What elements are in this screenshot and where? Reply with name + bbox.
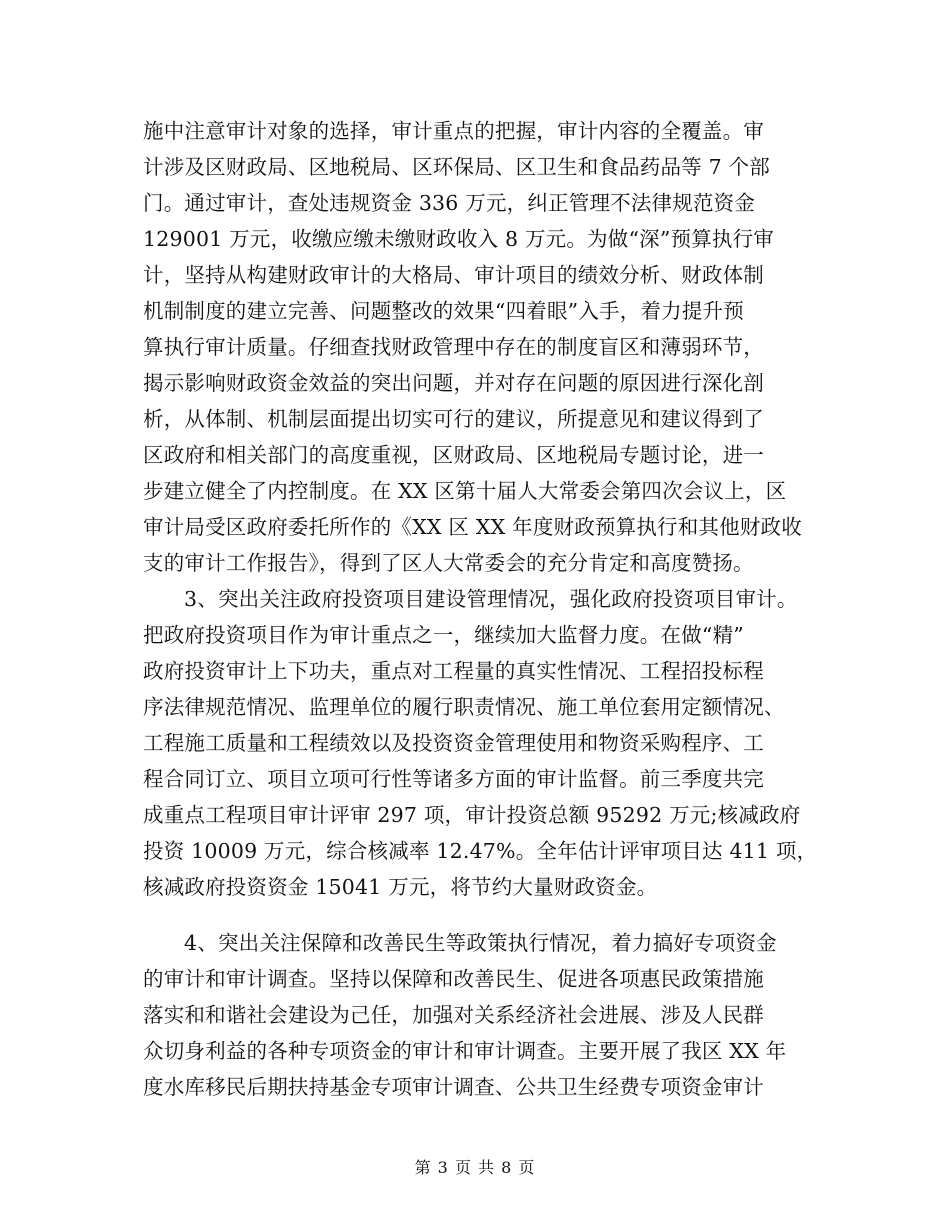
text-line: 成重点工程项目审计评审 297 项，审计投资总额 95292 万元;核减政府 <box>143 803 801 827</box>
text-line: 核减政府投资资金 15041 万元，将节约大量财政资金。 <box>143 875 658 899</box>
paragraph-heading: 4、突出关注保障和改善民生等政策执行情况，着力搞好专项资金 <box>184 931 777 955</box>
text-line: 施中注意审计对象的选择，审计重点的把握，审计内容的全覆盖。审 <box>143 119 764 143</box>
text-line: 审计局受区政府委托所作的《XX 区 XX 年度财政预算执行和其他财政收 <box>143 515 802 539</box>
text-line: 支的审计工作报告》，得到了区人大常委会的充分肯定和高度赞扬。 <box>143 551 754 575</box>
text-line: 计，坚持从构建财政审计的大格局、审计项目的绩效分析、财政体制 <box>143 263 764 287</box>
text-line: 算执行审计质量。仔细查找财政管理中存在的制度盲区和薄弱环节， <box>143 335 764 359</box>
text-line: 机制制度的建立完善、问题整改的效果“四着眼”入手，着力提升预 <box>143 299 744 323</box>
text-line: 程合同订立、项目立项可行性等诸多方面的审计监督。前三季度共完 <box>143 767 764 791</box>
text-line: 政府投资审计上下功夫，重点对工程量的真实性情况、工程招投标程 <box>143 659 764 683</box>
text-line: 投资 10009 万元，综合核减率 12.47%。全年估计评审项目达 411 项， <box>143 839 818 863</box>
page-footer: 第 3 页 共 8 页 <box>414 1158 536 1177</box>
text-line: 的审计和审计调查。坚持以保障和改善民生、促进各项惠民政策措施 <box>143 967 764 991</box>
text-line: 门。通过审计，查处违规资金 336 万元，纠正管理不法律规范资金 <box>143 191 756 215</box>
text-line: 序法律规范情况、监理单位的履行职责情况、施工单位套用定额情况、 <box>143 695 785 719</box>
text-line: 析，从体制、机制层面提出切实可行的建议，所提意见和建议得到了 <box>143 407 764 431</box>
text-line: 计涉及区财政局、区地税局、区环保局、区卫生和食品药品等 7 个部 <box>143 155 770 179</box>
text-line: 把政府投资项目作为审计重点之一，继续加大监督力度。在做“精” <box>143 623 744 647</box>
text-line: 步建立健全了内控制度。在 XX 区第十届人大常委会第四次会议上，区 <box>143 479 787 503</box>
text-line: 揭示影响财政资金效益的突出问题，并对存在问题的原因进行深化剖 <box>143 371 764 395</box>
text-line: 区政府和相关部门的高度重视，区财政局、区地税局专题讨论，进一 <box>143 443 764 467</box>
text-line: 落实和和谐社会建设为己任，加强对关系经济社会进展、涉及人民群 <box>143 1003 764 1027</box>
text-line: 129001 万元，收缴应缴未缴财政收入 8 万元。为做“深”预算执行审 <box>143 227 775 251</box>
text-line: 众切身利益的各种专项资金的审计和审计调查。主要开展了我区 XX 年 <box>143 1039 787 1063</box>
paragraph-heading: 3、突出关注政府投资项目建设管理情况，强化政府投资项目审计。 <box>184 587 798 611</box>
text-line: 度水库移民后期扶持基金专项审计调查、公共卫生经费专项资金审计 <box>143 1075 764 1099</box>
text-line: 工程施工质量和工程绩效以及投资资金管理使用和物资采购程序、工 <box>143 731 764 755</box>
